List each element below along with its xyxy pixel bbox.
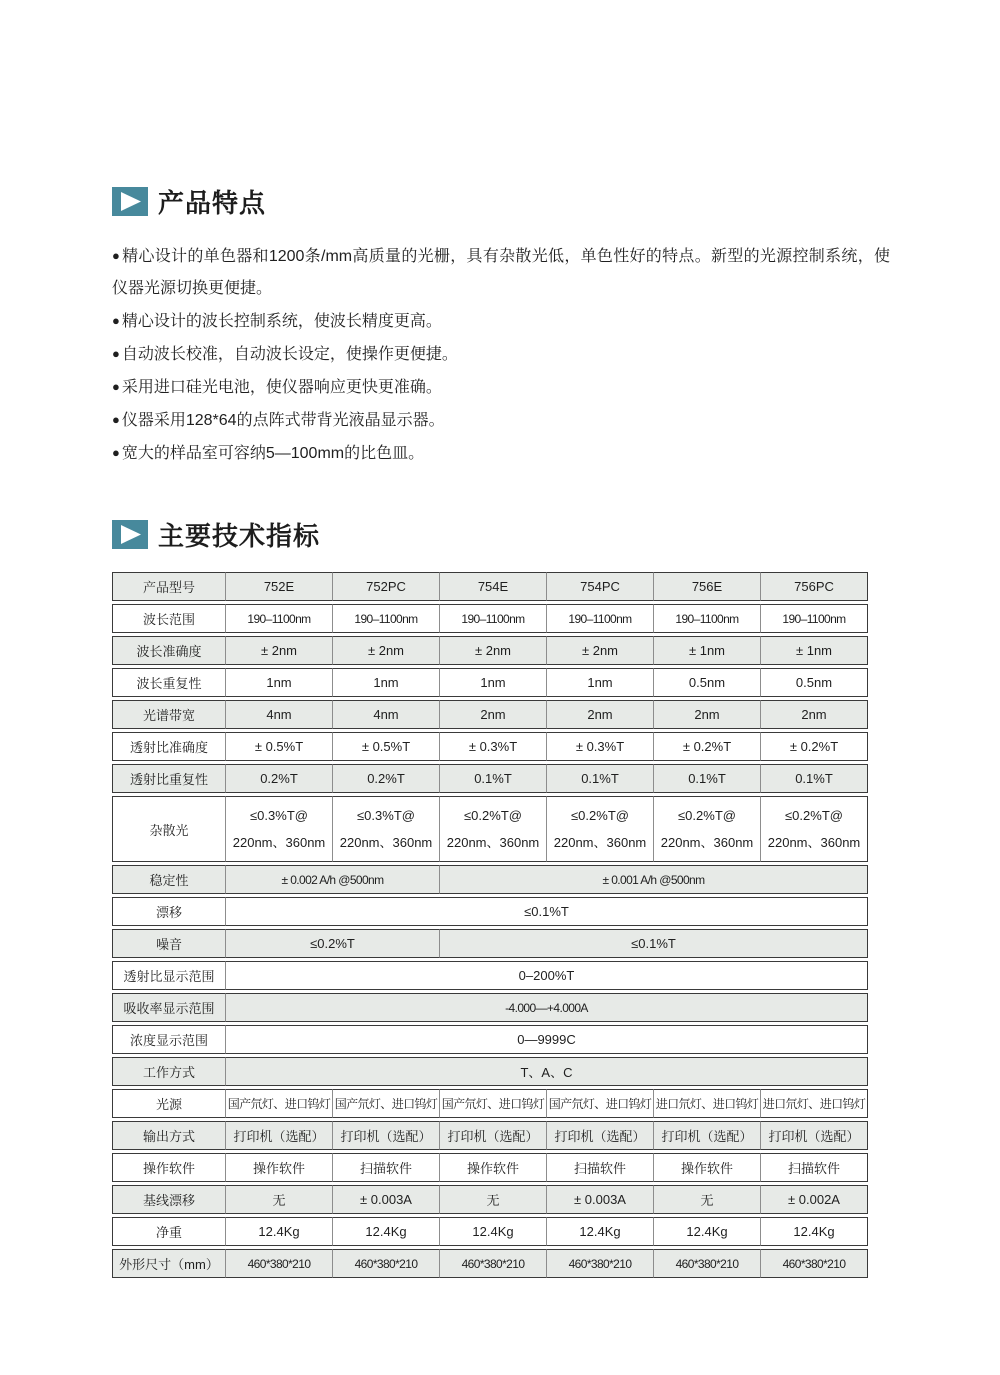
spec-cell: 进口氘灯、进口钨灯 (654, 1089, 761, 1118)
spec-cell: 2nm (761, 700, 868, 729)
spec-cell: 1nm (333, 668, 440, 697)
spec-row-label: 基线漂移 (112, 1185, 226, 1214)
features-section (112, 183, 890, 470)
spec-column-header: 752PC (333, 572, 440, 601)
feature-text: 精心设计的单色器和1200条/mm高质量的光栅，具有杂散光低，单色性好的特点。新型的光源控制系统，使仪器光源切换更便捷。 (112, 248, 890, 297)
spec-row-label: 波长重复性 (112, 668, 226, 697)
spec-cell: 无 (654, 1185, 761, 1214)
spec-row-label: 透射比准确度 (112, 732, 226, 761)
specs-header (112, 516, 890, 553)
spec-row (112, 764, 868, 793)
spec-row (112, 1217, 868, 1246)
spec-cell: ± 2nm (547, 636, 654, 665)
spec-cell: ± 0.002 A/h @500nm (226, 865, 440, 894)
features-header (112, 183, 890, 220)
spec-cell: ± 0.5%T (333, 732, 440, 761)
spec-cell: 190–1100nm (547, 604, 654, 633)
bullet-icon: ● (112, 346, 120, 361)
feature-item (112, 404, 890, 437)
spec-cell: ≤0.2%T (226, 929, 440, 958)
spec-cell: 2nm (440, 700, 547, 729)
spec-cell: ≤0.2%T@ 220nm、360nm (547, 796, 654, 862)
spec-cell: 460*380*210 (333, 1249, 440, 1278)
spec-row (112, 796, 868, 862)
spec-cell: ± 0.3%T (440, 732, 547, 761)
spec-row (112, 1249, 868, 1278)
feature-item (112, 305, 890, 338)
spec-row (112, 700, 868, 729)
features-title: 产品特点 (158, 188, 267, 218)
spec-row (112, 897, 868, 926)
spec-cell: 12.4Kg (440, 1217, 547, 1246)
spec-cell: 460*380*210 (547, 1249, 654, 1278)
spec-cell: ± 0.5%T (226, 732, 333, 761)
spec-cell: 国产氘灯、进口钨灯 (226, 1089, 333, 1118)
spec-cell: 无 (226, 1185, 333, 1214)
specs-title: 主要技术指标 (158, 521, 321, 551)
spec-row-label: 工作方式 (112, 1057, 226, 1086)
feature-text: 自动波长校准，自动波长设定，使操作更便捷。 (121, 346, 458, 363)
spec-cell: ≤0.2%T@ 220nm、360nm (440, 796, 547, 862)
spec-cell: 国产氘灯、进口钨灯 (440, 1089, 547, 1118)
spec-cell: ≤0.2%T@ 220nm、360nm (761, 796, 868, 862)
spec-cell: 460*380*210 (440, 1249, 547, 1278)
spec-cell: 0.1%T (440, 764, 547, 793)
spec-row (112, 1185, 868, 1214)
spec-cell: 0.5nm (654, 668, 761, 697)
spec-row (112, 636, 868, 665)
feature-item (112, 437, 890, 470)
spec-cell: 打印机（选配） (654, 1121, 761, 1150)
spec-row (112, 1025, 868, 1054)
spec-cell: 0–200%T (226, 961, 868, 990)
play-triangle-icon (112, 187, 148, 216)
spec-cell: 0.1%T (547, 764, 654, 793)
spec-cell: 190–1100nm (440, 604, 547, 633)
spec-row-label: 漂移 (112, 897, 226, 926)
spec-cell: 0—9999C (226, 1025, 868, 1054)
spec-cell: 0.2%T (226, 764, 333, 793)
spec-cell: 扫描软件 (333, 1153, 440, 1182)
spec-row-label: 光源 (112, 1089, 226, 1118)
bullet-icon: ● (112, 379, 120, 394)
spec-row-label: 光谱带宽 (112, 700, 226, 729)
spec-cell: 4nm (333, 700, 440, 729)
spec-cell: ± 0.003A (333, 1185, 440, 1214)
spec-cell: 无 (440, 1185, 547, 1214)
spec-row-label: 波长范围 (112, 604, 226, 633)
spec-cell: 190–1100nm (226, 604, 333, 633)
spec-row (112, 961, 868, 990)
spec-row (112, 993, 868, 1022)
spec-row (112, 1057, 868, 1086)
feature-text: 宽大的样品室可容纳5—100mm的比色皿。 (121, 445, 425, 462)
bullet-icon: ● (112, 412, 120, 427)
spec-cell: ± 2nm (226, 636, 333, 665)
spec-cell: 操作软件 (226, 1153, 333, 1182)
spec-cell: 190–1100nm (761, 604, 868, 633)
feature-text: 精心设计的波长控制系统，使波长精度更高。 (121, 313, 442, 330)
spec-row (112, 668, 868, 697)
spec-cell: 打印机（选配） (547, 1121, 654, 1150)
spec-column-header: 756E (654, 572, 761, 601)
spec-table (112, 569, 868, 1281)
spec-row-label: 吸收率显示范围 (112, 993, 226, 1022)
spec-cell: ≤0.3%T@ 220nm、360nm (333, 796, 440, 862)
spec-column-header: 752E (226, 572, 333, 601)
spec-cell: 460*380*210 (226, 1249, 333, 1278)
spec-cell: 0.1%T (654, 764, 761, 793)
spec-row-label: 透射比显示范围 (112, 961, 226, 990)
spec-cell: ± 1nm (654, 636, 761, 665)
spec-cell: ≤0.2%T@ 220nm、360nm (654, 796, 761, 862)
spec-row-label: 波长准确度 (112, 636, 226, 665)
spec-header-row (112, 572, 868, 601)
spec-cell: 打印机（选配） (333, 1121, 440, 1150)
spec-cell: 12.4Kg (761, 1217, 868, 1246)
spec-cell: 打印机（选配） (761, 1121, 868, 1150)
bullet-icon: ● (112, 445, 120, 460)
spec-cell: 2nm (654, 700, 761, 729)
play-triangle-icon (112, 520, 148, 549)
spec-cell: ± 0.2%T (654, 732, 761, 761)
spec-cell: 190–1100nm (333, 604, 440, 633)
spec-cell: 0.1%T (761, 764, 868, 793)
spec-cell: 1nm (440, 668, 547, 697)
spec-cell: 1nm (226, 668, 333, 697)
spec-cell: ± 2nm (333, 636, 440, 665)
spec-cell: 12.4Kg (547, 1217, 654, 1246)
spec-cell: ± 0.002A (761, 1185, 868, 1214)
feature-list (112, 240, 890, 470)
spec-cell: 打印机（选配） (226, 1121, 333, 1150)
spec-cell: 国产氘灯、进口钨灯 (333, 1089, 440, 1118)
spec-cell: 2nm (547, 700, 654, 729)
spec-row (112, 1089, 868, 1118)
specs-section (112, 516, 890, 1281)
spec-cell: ± 0.003A (547, 1185, 654, 1214)
spec-cell: 扫描软件 (761, 1153, 868, 1182)
spec-row-label: 杂散光 (112, 796, 226, 862)
spec-cell: 460*380*210 (654, 1249, 761, 1278)
spec-cell: 操作软件 (654, 1153, 761, 1182)
spec-cell: ± 0.3%T (547, 732, 654, 761)
spec-cell: ≤0.1%T (226, 897, 868, 926)
feature-item (112, 338, 890, 371)
spec-cell: 4nm (226, 700, 333, 729)
spec-cell: 操作软件 (440, 1153, 547, 1182)
feature-item (112, 371, 890, 404)
spec-cell: 12.4Kg (226, 1217, 333, 1246)
spec-cell: 12.4Kg (654, 1217, 761, 1246)
feature-text: 采用进口硅光电池，使仪器响应更快更准确。 (121, 379, 442, 396)
spec-cell: T、A、C (226, 1057, 868, 1086)
spec-cell: 打印机（选配） (440, 1121, 547, 1150)
spec-column-header: 756PC (761, 572, 868, 601)
spec-row-label: 操作软件 (112, 1153, 226, 1182)
spec-row (112, 732, 868, 761)
spec-row-label: 稳定性 (112, 865, 226, 894)
spec-row (112, 865, 868, 894)
spec-cell: -4.000—+4.000A (226, 993, 868, 1022)
spec-row (112, 604, 868, 633)
spec-cell: 0.5nm (761, 668, 868, 697)
spec-cell: ± 0.2%T (761, 732, 868, 761)
spec-column-header: 754PC (547, 572, 654, 601)
spec-row-label: 输出方式 (112, 1121, 226, 1150)
spec-row (112, 929, 868, 958)
spec-cell: 460*380*210 (761, 1249, 868, 1278)
feature-item (112, 240, 890, 305)
spec-cell: 0.2%T (333, 764, 440, 793)
spec-row-label: 净重 (112, 1217, 226, 1246)
spec-cell: ≤0.3%T@ 220nm、360nm (226, 796, 333, 862)
spec-row (112, 1153, 868, 1182)
spec-cell: 进口氘灯、进口钨灯 (761, 1089, 868, 1118)
spec-row-label: 透射比重复性 (112, 764, 226, 793)
spec-cell: ± 0.001 A/h @500nm (440, 865, 868, 894)
spec-cell: ± 1nm (761, 636, 868, 665)
spec-column-header: 754E (440, 572, 547, 601)
spec-row-label: 外形尺寸（mm） (112, 1249, 226, 1278)
spec-cell: 国产氘灯、进口钨灯 (547, 1089, 654, 1118)
spec-cell: ± 2nm (440, 636, 547, 665)
spec-cell: ≤0.1%T (440, 929, 868, 958)
bullet-icon: ● (112, 248, 120, 263)
feature-text: 仪器采用128*64的点阵式带背光液晶显示器。 (121, 412, 445, 429)
bullet-icon: ● (112, 313, 120, 328)
spec-cell: 1nm (547, 668, 654, 697)
spec-header-label: 产品型号 (112, 572, 226, 601)
spec-row (112, 1121, 868, 1150)
spec-cell: 12.4Kg (333, 1217, 440, 1246)
page-content (112, 183, 890, 1281)
spec-row-label: 噪音 (112, 929, 226, 958)
spec-cell: 190–1100nm (654, 604, 761, 633)
spec-row-label: 浓度显示范围 (112, 1025, 226, 1054)
spec-cell: 扫描软件 (547, 1153, 654, 1182)
